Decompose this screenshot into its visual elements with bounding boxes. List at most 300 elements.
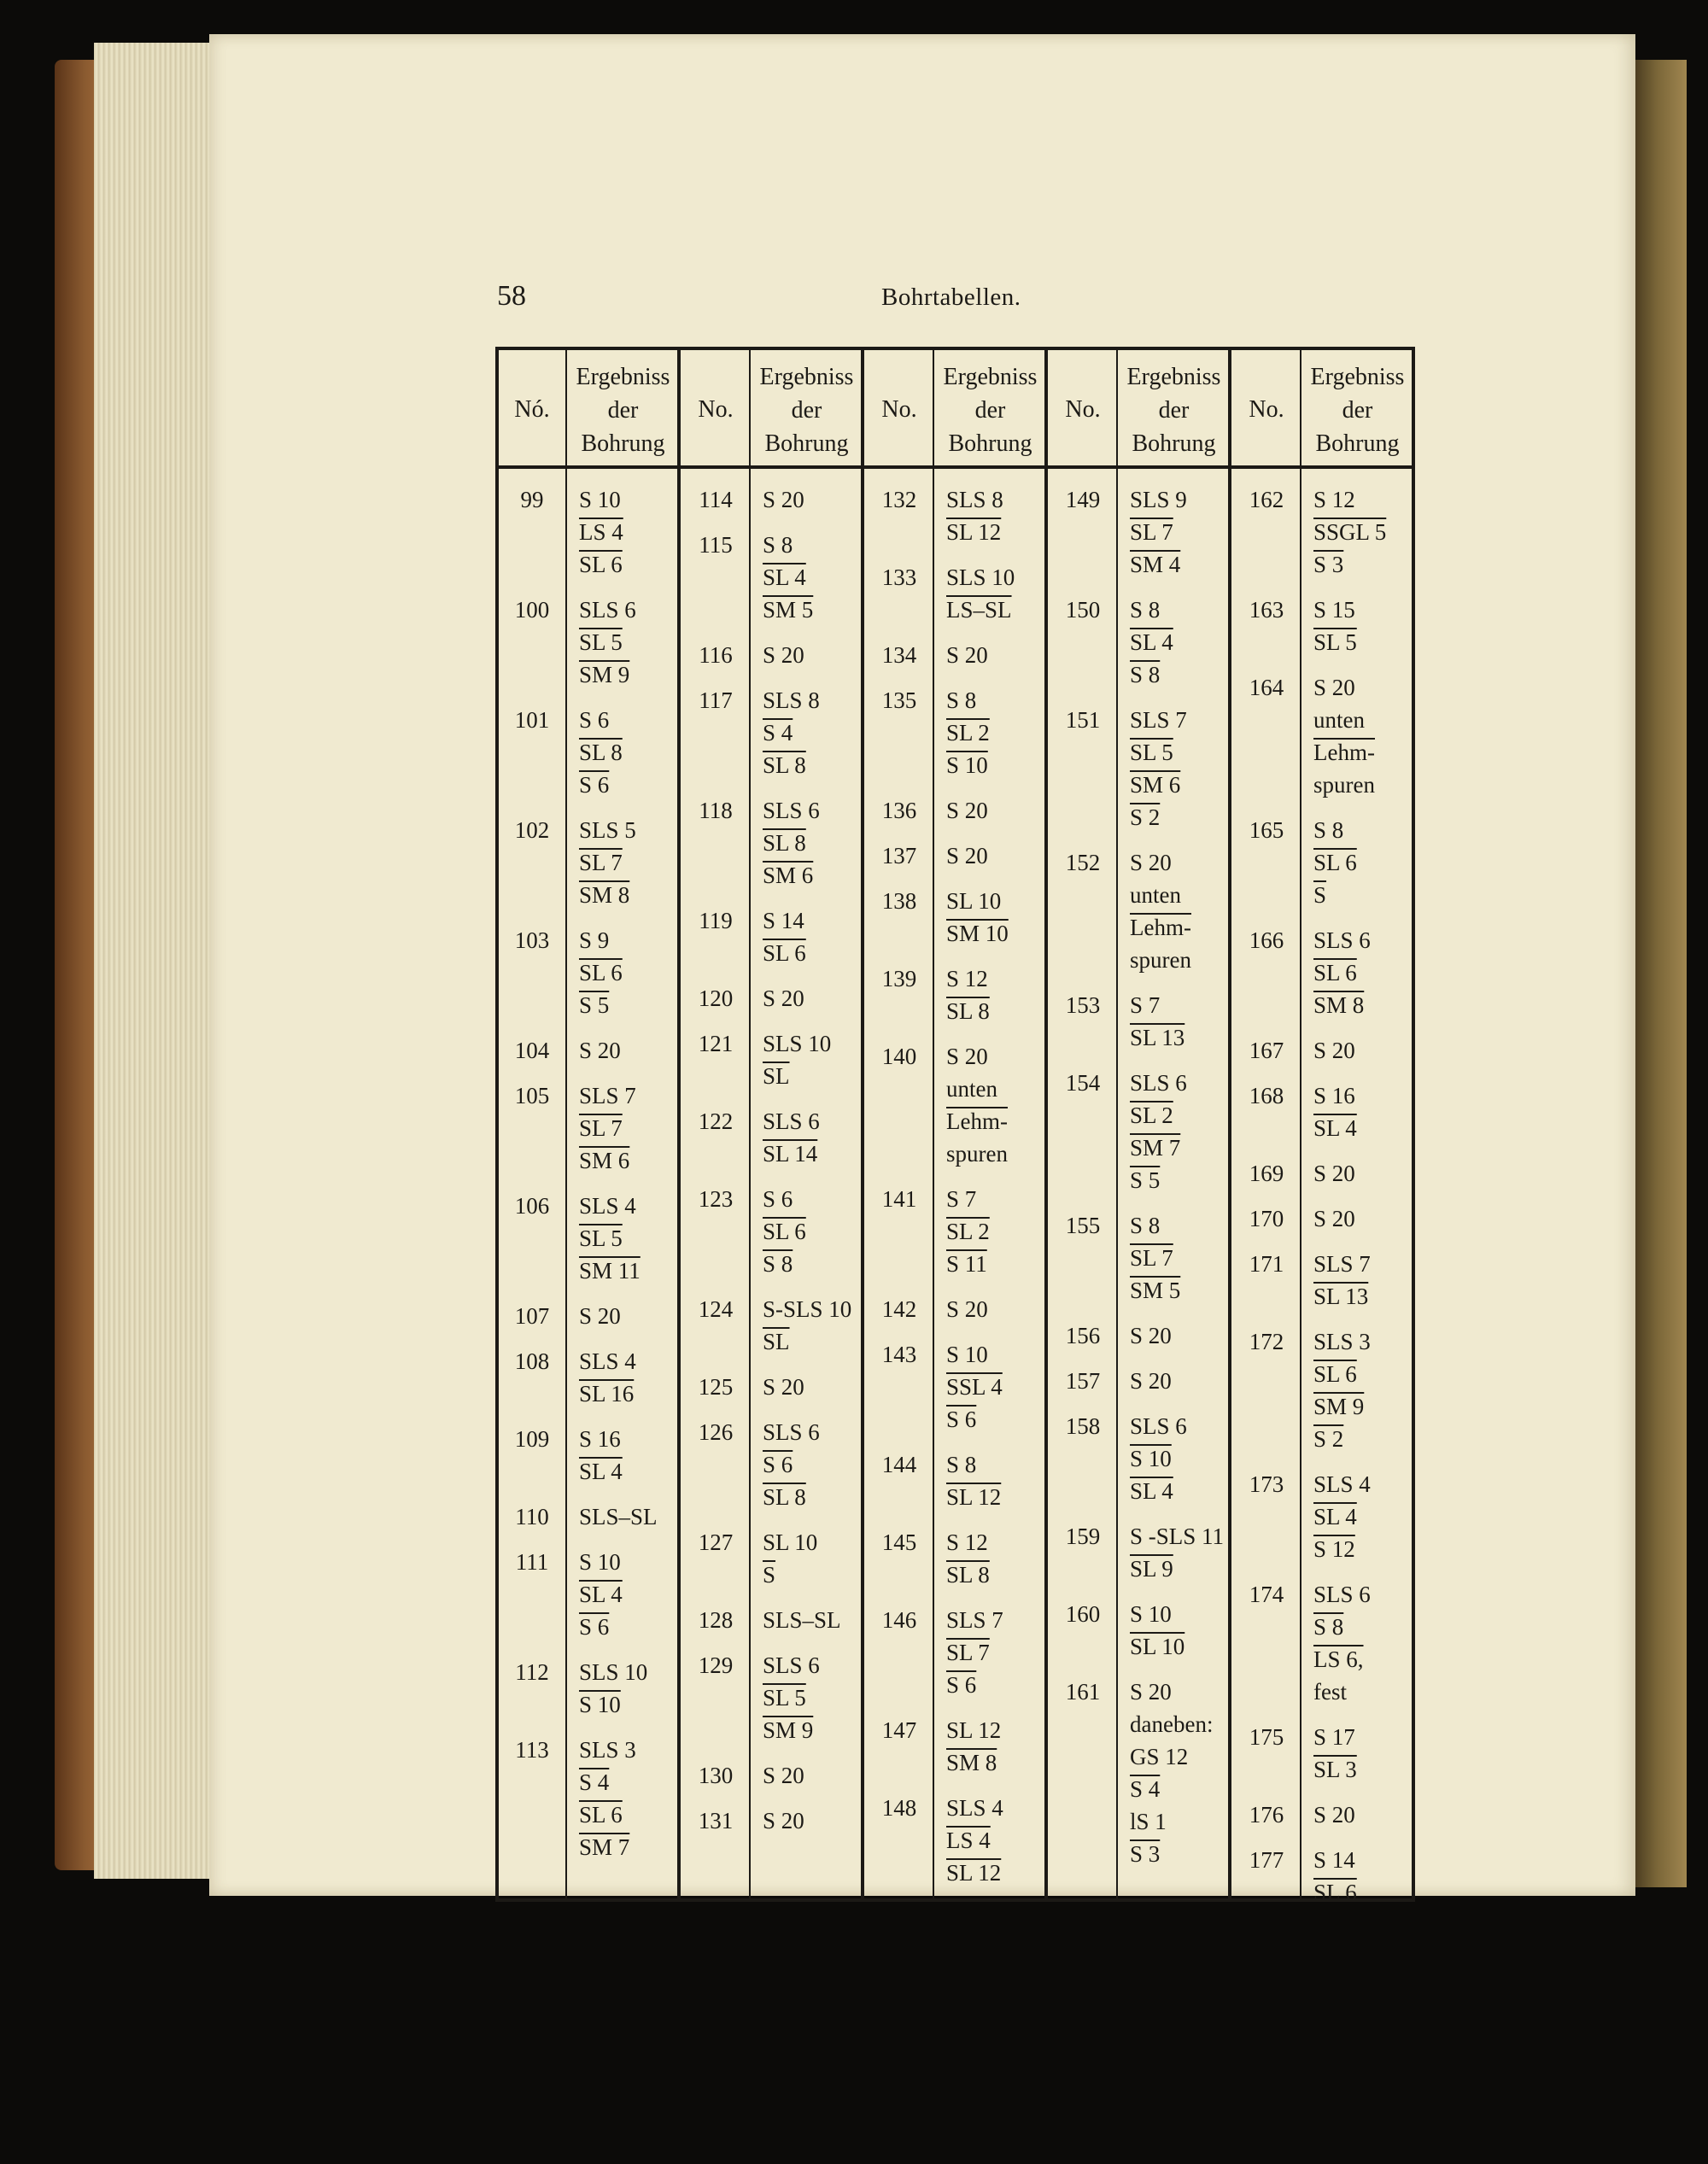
boring-result-line: SL 5 bbox=[579, 629, 623, 655]
boring-result-line: S 10 bbox=[946, 1342, 988, 1367]
boring-result-line: SL 6 bbox=[579, 552, 623, 577]
boring-result-line: SLS 8 bbox=[763, 687, 820, 713]
boring-result-line: SLS 7 bbox=[1130, 707, 1187, 733]
header-result bbox=[749, 360, 864, 460]
boring-result-line: SL 6 bbox=[579, 960, 623, 985]
boring-result-line: S 2 bbox=[1313, 1426, 1344, 1452]
boring-result-line: S 14 bbox=[1313, 1847, 1355, 1873]
boring-result-line: S 6 bbox=[579, 707, 610, 733]
boring-number: 136 bbox=[881, 798, 917, 823]
boring-result-line: SLS 6 bbox=[579, 597, 636, 623]
boring-number: 171 bbox=[1249, 1251, 1284, 1277]
boring-result-line: S 6 bbox=[579, 772, 610, 798]
boring-result-line: SL 6 bbox=[1313, 1880, 1357, 1905]
boring-result-line: SM 9 bbox=[763, 1717, 814, 1743]
column-divider bbox=[1300, 350, 1301, 1898]
boring-number: 144 bbox=[881, 1452, 917, 1477]
boring-number: 142 bbox=[881, 1296, 917, 1322]
running-head: Bohrtabellen. bbox=[881, 284, 1021, 311]
boring-result-line: SM 5 bbox=[1130, 1278, 1181, 1303]
boring-result-line: SL 9 bbox=[1130, 1556, 1173, 1582]
boring-result-line: SLS 9 bbox=[1130, 487, 1187, 512]
boring-number: 150 bbox=[1065, 597, 1101, 623]
boring-result-line: SL 3 bbox=[1313, 1757, 1357, 1782]
boring-result-line: S 6 bbox=[763, 1186, 793, 1212]
boring-result-line: SLS 8 bbox=[946, 487, 1003, 512]
boring-result-line: SL 8 bbox=[946, 1562, 990, 1588]
facing-page-edge bbox=[1627, 60, 1687, 1887]
boring-number: 140 bbox=[881, 1044, 917, 1069]
boring-result-line: SL 8 bbox=[763, 752, 806, 778]
boring-result-line: S 12 bbox=[1313, 1536, 1355, 1562]
header-result bbox=[565, 360, 681, 460]
boring-number: 176 bbox=[1249, 1802, 1284, 1828]
header-result-line: Bohrung bbox=[764, 430, 849, 457]
column-divider bbox=[933, 350, 934, 1898]
group-divider bbox=[677, 350, 681, 1898]
boring-number: 139 bbox=[881, 966, 917, 991]
boring-result-line: S 8 bbox=[946, 1452, 977, 1477]
boring-number: 132 bbox=[881, 487, 917, 512]
boring-result-line: SL 8 bbox=[946, 998, 990, 1024]
boring-result-line: S 11 bbox=[946, 1251, 987, 1277]
header-result-line: Ergebniss bbox=[759, 364, 854, 390]
boring-result-line: S 10 bbox=[1130, 1446, 1172, 1471]
boring-number: 104 bbox=[514, 1038, 550, 1063]
boring-number: 109 bbox=[514, 1426, 550, 1452]
boring-result-line: SLS 4 bbox=[579, 1348, 636, 1374]
boring-result-line: S 20 bbox=[1313, 1206, 1355, 1231]
boring-result-line: SL 6 bbox=[763, 940, 806, 966]
header-result-line: Ergebniss bbox=[1126, 364, 1221, 390]
boring-result-line: SL 10 bbox=[1130, 1634, 1185, 1659]
boring-number: 152 bbox=[1065, 850, 1101, 875]
boring-result-line: SM 8 bbox=[1313, 992, 1365, 1018]
boring-result-line: SL 8 bbox=[763, 830, 806, 856]
boring-result-line: SL 5 bbox=[763, 1685, 806, 1711]
boring-result-line: S 14 bbox=[763, 908, 804, 933]
boring-result-line: SL 12 bbox=[946, 1484, 1002, 1510]
header-result-line: der bbox=[607, 397, 639, 424]
boring-number: 128 bbox=[698, 1607, 734, 1633]
boring-result-line: SL 7 bbox=[1130, 519, 1173, 545]
boring-result-line: S 8 bbox=[1130, 662, 1161, 687]
boring-result-line: SL 13 bbox=[1130, 1025, 1185, 1050]
boring-result-line: SSGL 5 bbox=[1313, 519, 1387, 545]
boring-result-line: S 5 bbox=[1130, 1167, 1161, 1193]
header-result-line: Ergebniss bbox=[943, 364, 1038, 390]
boring-number: 159 bbox=[1065, 1524, 1101, 1549]
boring-result-line: SL 6 bbox=[1313, 960, 1357, 985]
boring-number: 172 bbox=[1249, 1329, 1284, 1354]
boring-result-line: S 7 bbox=[1130, 992, 1161, 1018]
boring-result-line: SL 4 bbox=[1130, 629, 1173, 655]
boring-number: 145 bbox=[881, 1529, 917, 1555]
header-result bbox=[1116, 360, 1231, 460]
boring-result-line: S 3 bbox=[1313, 552, 1344, 577]
boring-result-line: S 20 bbox=[763, 1374, 804, 1400]
boring-result-line: S 12 bbox=[946, 966, 988, 991]
boring-number: 168 bbox=[1249, 1083, 1284, 1108]
boring-result-line: SLS–SL bbox=[579, 1504, 658, 1529]
header-result-line: der bbox=[974, 397, 1006, 424]
boring-result-line: Lehm- bbox=[946, 1108, 1008, 1134]
boring-result-line: spuren bbox=[1130, 947, 1191, 973]
boring-number: 166 bbox=[1249, 927, 1284, 953]
boring-result-line: LS 4 bbox=[579, 519, 623, 545]
header-rule bbox=[499, 465, 1412, 469]
boring-number: 147 bbox=[881, 1717, 917, 1743]
boring-result-line: SLS 6 bbox=[763, 1652, 820, 1678]
header-no: No. bbox=[881, 396, 917, 423]
boring-result-line: SL 6 bbox=[1313, 1361, 1357, 1387]
boring-result-line: SLS 6 bbox=[763, 1419, 820, 1445]
boring-number: 117 bbox=[699, 687, 733, 713]
boring-number: 149 bbox=[1065, 487, 1101, 512]
boring-result-line: S 20 bbox=[1313, 1038, 1355, 1063]
boring-number: 143 bbox=[881, 1342, 917, 1367]
boring-result-line: Lehm- bbox=[1130, 915, 1191, 940]
boring-result-line: $\overline{S}$ bbox=[763, 1562, 776, 1588]
boring-result-line: S 10 bbox=[579, 1692, 621, 1717]
boring-number: 167 bbox=[1249, 1038, 1284, 1063]
boring-result-line: SL 4 bbox=[1130, 1478, 1173, 1504]
boring-result-line: S 20 bbox=[946, 843, 988, 869]
group-divider bbox=[1044, 350, 1048, 1898]
boring-result-line: S 20 bbox=[1130, 1368, 1172, 1394]
boring-result-line: SLS 6 bbox=[1313, 927, 1371, 953]
column-divider bbox=[1116, 350, 1118, 1898]
boring-result-line: S 10 bbox=[579, 487, 621, 512]
boring-result-line: S 8 bbox=[1130, 1213, 1161, 1238]
boring-result-line: SL 5 bbox=[579, 1225, 623, 1251]
boring-result-line: daneben: bbox=[1130, 1711, 1214, 1737]
boring-result-line: Lehm- bbox=[1313, 740, 1375, 765]
boring-number: 133 bbox=[881, 564, 917, 590]
boring-number: 153 bbox=[1065, 992, 1101, 1018]
boring-number: 125 bbox=[698, 1374, 734, 1400]
boring-number: 106 bbox=[514, 1193, 550, 1219]
group-divider bbox=[1228, 350, 1231, 1898]
boring-result-line: S 20 bbox=[946, 1044, 988, 1069]
boring-number: 165 bbox=[1249, 817, 1284, 843]
boring-result-line: SLS 6 bbox=[1130, 1413, 1187, 1439]
boring-result-line: S 12 bbox=[946, 1529, 988, 1555]
boring-result-line: SL 12 bbox=[946, 519, 1002, 545]
boring-result-line: SLS 4 bbox=[1313, 1471, 1371, 1497]
boring-result-line: SL 4 bbox=[579, 1582, 623, 1607]
boring-number: 119 bbox=[699, 908, 733, 933]
boring-result-line: SL 2 bbox=[946, 1219, 990, 1244]
boring-result-line: S 20 bbox=[763, 1808, 804, 1834]
header-result-line: Bohrung bbox=[581, 430, 665, 457]
header-result-line: Bohrung bbox=[948, 430, 1032, 457]
boring-result-line: S 20 bbox=[763, 487, 804, 512]
boring-number: 121 bbox=[698, 1031, 734, 1056]
boring-result-line: unten bbox=[1313, 707, 1365, 733]
boring-number: 107 bbox=[514, 1303, 550, 1329]
boring-result-line: S 20 bbox=[1313, 1802, 1355, 1828]
boring-result-line: $\overline{SL}$ bbox=[763, 1329, 790, 1354]
header-result-line: Bohrung bbox=[1315, 430, 1400, 457]
boring-number: 127 bbox=[698, 1529, 734, 1555]
boring-result-line: S 17 bbox=[1313, 1724, 1355, 1750]
boring-result-line: SLS 7 bbox=[1313, 1251, 1371, 1277]
boring-result-line: S 16 bbox=[579, 1426, 621, 1452]
boring-result-line: GS 12 bbox=[1130, 1744, 1189, 1769]
boring-result-line: SL 4 bbox=[1313, 1504, 1357, 1529]
boring-number: 160 bbox=[1065, 1601, 1101, 1627]
group-divider bbox=[861, 350, 864, 1898]
boring-result-line: SL 4 bbox=[763, 564, 806, 590]
boring-result-line: SL 4 bbox=[579, 1459, 623, 1484]
boring-number: 161 bbox=[1065, 1679, 1101, 1705]
boring-number: 99 bbox=[520, 487, 544, 512]
boring-result-line: $\overline{S}$ bbox=[1313, 882, 1327, 908]
boring-result-line: SL 7 bbox=[579, 1115, 623, 1141]
boring-result-line: SL 13 bbox=[1313, 1284, 1369, 1309]
boring-number: 103 bbox=[514, 927, 550, 953]
header-no: No. bbox=[1065, 396, 1101, 423]
boring-result-line: SL 7 bbox=[1130, 1245, 1173, 1271]
boring-results-table bbox=[495, 347, 1415, 1905]
boring-number: 135 bbox=[881, 687, 917, 713]
header-result-line: Ergebniss bbox=[1310, 364, 1405, 390]
boring-result-line: SL 6 bbox=[579, 1802, 623, 1828]
boring-number: 116 bbox=[699, 642, 733, 668]
boring-result-line: SM 8 bbox=[946, 1750, 997, 1775]
boring-result-line: S 8 bbox=[1313, 817, 1344, 843]
boring-result-line: S 10 bbox=[1130, 1601, 1172, 1627]
boring-number: 120 bbox=[698, 985, 734, 1011]
boring-result-line: SM 9 bbox=[579, 662, 630, 687]
boring-number: 123 bbox=[698, 1186, 734, 1212]
boring-result-line: S 6 bbox=[763, 1452, 793, 1477]
boring-result-line: fest bbox=[1313, 1679, 1347, 1705]
boring-result-line: S 8 bbox=[1313, 1614, 1344, 1640]
boring-result-line: SM 7 bbox=[1130, 1135, 1181, 1161]
boring-result-line: SLS 6 bbox=[763, 798, 820, 823]
boring-result-line: S 20 bbox=[1313, 675, 1355, 700]
boring-number: 115 bbox=[699, 532, 733, 558]
boring-number: 102 bbox=[514, 817, 550, 843]
boring-result-line: SLS 6 bbox=[763, 1108, 820, 1134]
page-number: 58 bbox=[497, 280, 526, 312]
boring-result-line: SLS 5 bbox=[579, 817, 636, 843]
boring-result-line: S 4 bbox=[763, 720, 793, 746]
boring-number: 146 bbox=[881, 1607, 917, 1633]
boring-result-line: SLS–SL bbox=[763, 1607, 841, 1633]
boring-result-line: S 10 bbox=[946, 752, 988, 778]
boring-result-line: SL 4 bbox=[1313, 1115, 1357, 1141]
boring-result-line: SM 5 bbox=[763, 597, 814, 623]
boring-result-line: SM 6 bbox=[1130, 772, 1181, 798]
boring-number: 112 bbox=[515, 1659, 549, 1685]
boring-result-line: SL 8 bbox=[579, 740, 623, 765]
boring-number: 101 bbox=[514, 707, 550, 733]
boring-result-line: SL 10 bbox=[763, 1529, 818, 1555]
header-result-line: Bohrung bbox=[1132, 430, 1216, 457]
boring-number: 162 bbox=[1249, 487, 1284, 512]
boring-result-line: $\overline{SL}$ bbox=[763, 1063, 790, 1089]
header-result-line: der bbox=[1158, 397, 1190, 424]
boring-result-line: SM 8 bbox=[579, 882, 630, 908]
header-result bbox=[933, 360, 1048, 460]
boring-result-line: spuren bbox=[1313, 772, 1375, 798]
boring-result-line: S 8 bbox=[763, 532, 793, 558]
boring-result-line: S 4 bbox=[1130, 1776, 1161, 1802]
boring-result-line: SLS 3 bbox=[1313, 1329, 1371, 1354]
header-result-line: der bbox=[1342, 397, 1373, 424]
boring-result-line: SM 6 bbox=[579, 1148, 630, 1173]
boring-number: 156 bbox=[1065, 1323, 1101, 1348]
boring-result-line: LS–SL bbox=[946, 597, 1012, 623]
boring-result-line: SM 11 bbox=[579, 1258, 640, 1284]
boring-number: 169 bbox=[1249, 1161, 1284, 1186]
boring-number: 173 bbox=[1249, 1471, 1284, 1497]
boring-result-line: LS 4 bbox=[946, 1828, 991, 1853]
boring-number: 154 bbox=[1065, 1070, 1101, 1096]
boring-result-line: S 6 bbox=[946, 1407, 977, 1432]
boring-result-line: S 20 bbox=[1130, 1323, 1172, 1348]
header-no: No. bbox=[698, 396, 734, 423]
boring-result-line: S 20 bbox=[763, 1763, 804, 1788]
page-stack bbox=[94, 43, 222, 1879]
boring-result-line: unten bbox=[1130, 882, 1181, 908]
boring-number: 157 bbox=[1065, 1368, 1101, 1394]
boring-number: 129 bbox=[698, 1652, 734, 1678]
boring-result-line: S 6 bbox=[579, 1614, 610, 1640]
boring-result-line: SLS 4 bbox=[579, 1193, 636, 1219]
boring-result-line: S -SLS 11 bbox=[1130, 1524, 1225, 1549]
boring-result-line: S 10 bbox=[579, 1549, 621, 1575]
boring-result-line: SLS 10 bbox=[946, 564, 1015, 590]
boring-number: 126 bbox=[698, 1419, 734, 1445]
boring-number: 151 bbox=[1065, 707, 1101, 733]
boring-result-line: SL 10 bbox=[946, 888, 1002, 914]
header-no: No. bbox=[1249, 396, 1284, 423]
boring-result-line: spuren bbox=[946, 1141, 1008, 1167]
boring-number: 122 bbox=[698, 1108, 734, 1134]
boring-number: 105 bbox=[514, 1083, 550, 1108]
boring-result-line: S 3 bbox=[1130, 1841, 1161, 1867]
boring-result-line: SL 6 bbox=[1313, 850, 1357, 875]
boring-number: 113 bbox=[515, 1737, 549, 1763]
boring-number: 137 bbox=[881, 843, 917, 869]
boring-number: 174 bbox=[1249, 1582, 1284, 1607]
boring-result-line: S 12 bbox=[1313, 487, 1355, 512]
boring-result-line: SL 12 bbox=[946, 1860, 1002, 1886]
boring-result-line: SLS 6 bbox=[1130, 1070, 1187, 1096]
boring-result-line: SM 4 bbox=[1130, 552, 1181, 577]
boring-result-line: S 9 bbox=[579, 927, 610, 953]
boring-result-line: S 20 bbox=[579, 1303, 621, 1329]
boring-number: 158 bbox=[1065, 1413, 1101, 1439]
boring-result-line: S 20 bbox=[763, 642, 804, 668]
boring-number: 138 bbox=[881, 888, 917, 914]
boring-result-line: S 8 bbox=[946, 687, 977, 713]
boring-result-line: lS 1 bbox=[1130, 1809, 1167, 1834]
boring-number: 108 bbox=[514, 1348, 550, 1374]
boring-number: 134 bbox=[881, 642, 917, 668]
boring-result-line: S 8 bbox=[1130, 597, 1161, 623]
boring-number: 100 bbox=[514, 597, 550, 623]
header-result-line: der bbox=[791, 397, 822, 424]
boring-result-line: S 8 bbox=[763, 1251, 793, 1277]
boring-result-line: SSL 4 bbox=[946, 1374, 1003, 1400]
boring-result-line: SL 7 bbox=[579, 850, 623, 875]
boring-result-line: SM 10 bbox=[946, 921, 1009, 946]
boring-number: 130 bbox=[698, 1763, 734, 1788]
boring-result-line: S 20 bbox=[1130, 850, 1172, 875]
boring-number: 111 bbox=[515, 1549, 549, 1575]
boring-result-line: SLS 10 bbox=[763, 1031, 832, 1056]
boring-result-line: SLS 4 bbox=[946, 1795, 1003, 1821]
boring-result-line: S 2 bbox=[1130, 804, 1161, 830]
boring-result-line: SLS 6 bbox=[1313, 1582, 1371, 1607]
boring-result-line: S 20 bbox=[946, 1296, 988, 1322]
boring-number: 163 bbox=[1249, 597, 1284, 623]
boring-result-line: LS 6, bbox=[1313, 1646, 1364, 1672]
boring-result-line: SM 9 bbox=[1313, 1394, 1365, 1419]
boring-result-line: S 5 bbox=[579, 992, 610, 1018]
boring-number: 141 bbox=[881, 1186, 917, 1212]
boring-result-line: SM 6 bbox=[763, 863, 814, 888]
boring-result-line: SL 2 bbox=[1130, 1102, 1173, 1128]
boring-number: 124 bbox=[698, 1296, 734, 1322]
boring-result-line: S 20 bbox=[1130, 1679, 1172, 1705]
boring-result-line: SLS 10 bbox=[579, 1659, 648, 1685]
boring-result-line: S 20 bbox=[579, 1038, 621, 1063]
boring-result-line: SL 2 bbox=[946, 720, 990, 746]
boring-result-line: SL 6 bbox=[763, 1219, 806, 1244]
boring-number: 118 bbox=[699, 798, 733, 823]
boring-number: 155 bbox=[1065, 1213, 1101, 1238]
boring-result-line: S 20 bbox=[1313, 1161, 1355, 1186]
boring-number: 170 bbox=[1249, 1206, 1284, 1231]
boring-result-line: SL 7 bbox=[946, 1640, 990, 1665]
boring-result-line: unten bbox=[946, 1076, 997, 1102]
boring-result-line: S 20 bbox=[946, 642, 988, 668]
header-result bbox=[1300, 360, 1415, 460]
boring-result-line: S-SLS 10 bbox=[763, 1296, 852, 1322]
boring-number: 175 bbox=[1249, 1724, 1284, 1750]
boring-result-line: SLS 7 bbox=[579, 1083, 636, 1108]
boring-result-line: SLS 3 bbox=[579, 1737, 636, 1763]
boring-result-line: SL 5 bbox=[1130, 740, 1173, 765]
boring-number: 177 bbox=[1249, 1847, 1284, 1873]
boring-number: 148 bbox=[881, 1795, 917, 1821]
boring-result-line: SL 16 bbox=[579, 1381, 635, 1407]
boring-result-line: SL 8 bbox=[763, 1484, 806, 1510]
boring-result-line: SM 7 bbox=[579, 1834, 630, 1860]
boring-result-line: S 20 bbox=[763, 985, 804, 1011]
boring-result-line: S 16 bbox=[1313, 1083, 1355, 1108]
boring-result-line: S 7 bbox=[946, 1186, 977, 1212]
boring-result-line: S 4 bbox=[579, 1769, 610, 1795]
boring-result-line: S 15 bbox=[1313, 597, 1355, 623]
boring-number: 110 bbox=[515, 1504, 549, 1529]
boring-number: 164 bbox=[1249, 675, 1284, 700]
column-divider bbox=[749, 350, 751, 1898]
boring-result-line: SL 14 bbox=[763, 1141, 818, 1167]
boring-number: 131 bbox=[698, 1808, 734, 1834]
header-result-line: Ergebniss bbox=[576, 364, 670, 390]
boring-result-line: S 20 bbox=[946, 798, 988, 823]
boring-result-line: S 6 bbox=[946, 1672, 977, 1698]
boring-result-line: SLS 7 bbox=[946, 1607, 1003, 1633]
boring-result-line: SL 5 bbox=[1313, 629, 1357, 655]
